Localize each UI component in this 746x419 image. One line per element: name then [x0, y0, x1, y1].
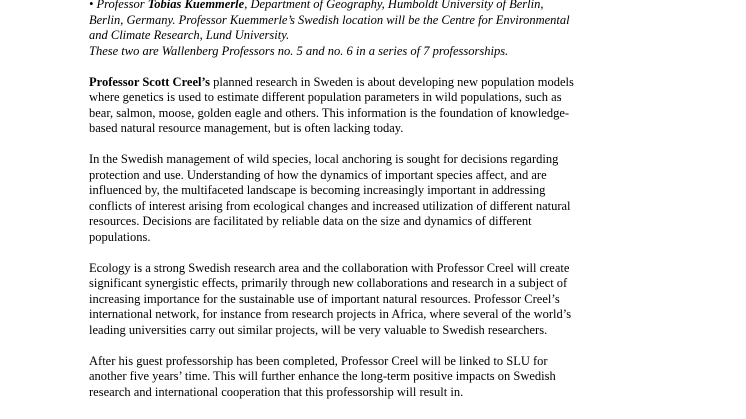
para2-line: resources. Decisions are facilitated by reliable data on the size and dynamics of different — [89, 214, 532, 228]
para1-line-2: where genetics is used to estimate different population parameters in wild populations, such as — [89, 90, 562, 104]
para4-line: research and international cooperation that this professorship will result in. — [89, 384, 464, 399]
intro-line-1 — [89, 0, 739, 13]
para2-line: In the Swedish management of wild species, local anchoring is sought for decisions regarding — [89, 152, 559, 166]
intro-prefix: • Professor — [89, 0, 148, 11]
para2-line: influenced by, the multifaceted landscape is becoming increasingly important in addressing — [89, 183, 546, 197]
para1-line-1-text: planned research in Sweden is about developing new population models — [210, 74, 574, 89]
creel-research-paragraph — [89, 75, 739, 137]
intro-affiliation: , Department of Geography, Humboldt University of Berlin, — [244, 0, 544, 11]
ecology-collaboration-paragraph — [89, 261, 739, 339]
para3-line: international network, for instance from research projects in Africa, where several of the world’s — [89, 307, 572, 321]
para3-line: Ecology is a strong Swedish research area and the collaboration with Professor Creel will create — [89, 260, 570, 275]
para4-line: another five years’ time. This will further enhance the long-term positive impacts on Swedish — [89, 369, 556, 383]
para1-line-3: bear, salmon, moose, golden eagle and others. This information is the foundation of knowledge- — [89, 105, 570, 120]
document-page — [89, 0, 739, 400]
intro-line-2: Berlin, Germany. Professor Kuemmerle’s Swedish location will be the Centre for Environmental — [89, 12, 570, 27]
para1-line-1 — [89, 75, 739, 91]
paragraph-gap — [89, 245, 739, 261]
professor-name-creel: Professor Scott Creel’s — [89, 74, 211, 89]
intro-paragraph — [89, 0, 739, 59]
professor-name-kuemmerle: Tobias Kuemmerle — [147, 0, 245, 11]
slu-link-paragraph — [89, 354, 739, 401]
wildlife-management-paragraph — [89, 152, 739, 245]
para2-line: conflicts of interest arising from ecological changes and increased utilization of different natural — [89, 198, 571, 213]
intro-line-3: and Climate Research, Lund University. — [89, 28, 290, 42]
para3-line: leading universities carry out similar projects, will be very valuable to Swedish researchers. — [89, 322, 548, 337]
para3-line: significant synergistic effects, primarily through new collaborations and research in a subject of — [89, 276, 568, 290]
para2-line: protection and use. Understanding of how the dynamics of important species affect, and are — [89, 167, 547, 182]
intro-line-4: These two are Wallenberg Professors no. 5 and no. 6 in a series of 7 professorships. — [89, 43, 509, 58]
para1-line-4: based natural resource management, but is often lacking today. — [89, 121, 404, 135]
para4-line: After his guest professorship has been completed, Professor Creel will be linked to SLU for — [89, 353, 548, 368]
para3-line: increasing importance for the sustainable use of important natural resources. Professor Creel’s — [89, 291, 560, 306]
paragraph-gap — [89, 137, 739, 153]
paragraph-gap — [89, 59, 739, 75]
para2-line: populations. — [89, 229, 151, 244]
paragraph-gap — [89, 338, 739, 354]
